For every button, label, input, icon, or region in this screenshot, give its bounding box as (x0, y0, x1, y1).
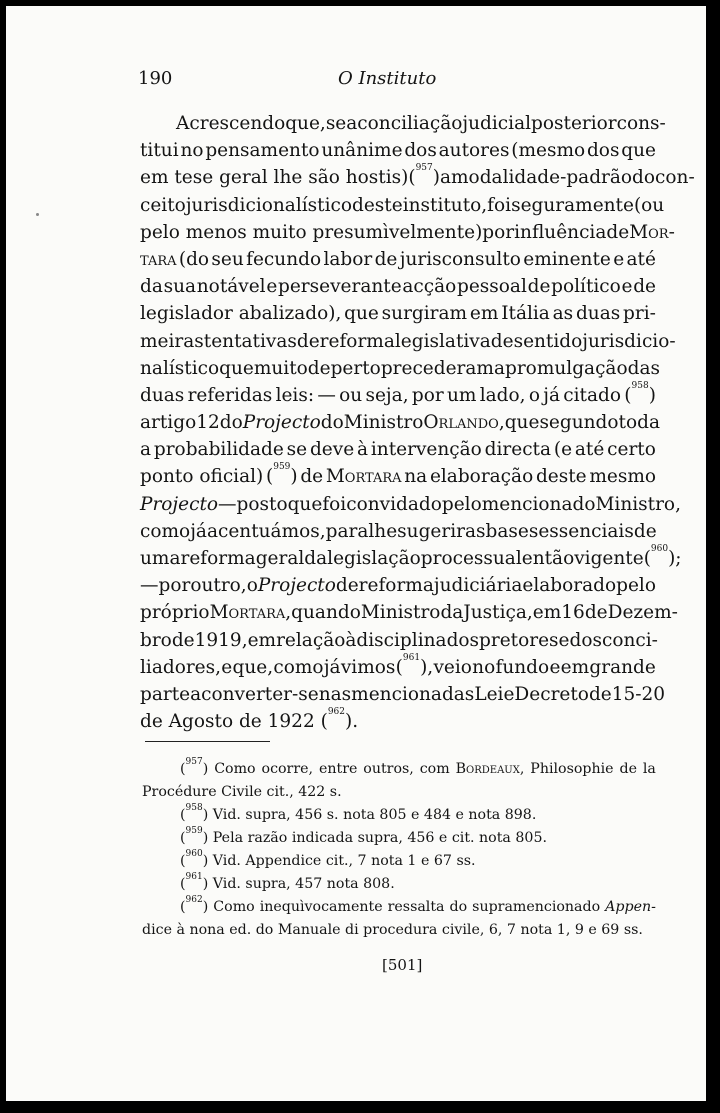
body-line: liadores, e que, como já vimos ($^{961}$), veio no fundo e em grande (140, 652, 656, 678)
scan-speck (36, 213, 39, 216)
body-line: tara (do seu fecundo labor de jurisconsulto eminente e até (140, 248, 656, 270)
body-line: em tese geral lhe são hostis) ($^{957}$) a modalidade-padrão do con- (140, 163, 695, 189)
body-line: ponto oficial) ($^{959}$) de Mortara na elaboração deste mesmo (140, 462, 656, 488)
body-line: parte a converter-se nas mencionadas Lei e Decreto de 15-20 (140, 683, 666, 705)
footnotes (142, 758, 656, 942)
footnote-line: ($^{962}$) Como inequìvocamente ressalta do supramencionado Appen- (180, 895, 656, 915)
page-marker: [501] (382, 956, 423, 974)
body-line: Acrescendo que, se a conciliação judicial posterior cons- (176, 113, 666, 134)
body-line: próprio Mortara, quando Ministro da Justiça, em 16 de Dezem- (140, 602, 678, 624)
body-line: duas referidas leis: — ou seja, por um lado, o já citado ($^{958}$) (140, 380, 656, 406)
body-line: titui no pensamento unânime dos autores (mesmo dos que (140, 140, 656, 162)
body-line: Projecto — posto que foi convidado pelo mencionado Ministro, (140, 493, 681, 515)
footnote-line: Procédure Civile cit., 422 s. (142, 784, 342, 800)
body-line: ceito jurisdicionalístico deste instituto, foi seguramente (ou (140, 194, 665, 216)
footnote-line: ($^{957}$) Como ocorre, entre outros, com Bordeaux, Philosophie de la (180, 757, 656, 777)
running-page-number: 190 (138, 68, 173, 89)
body-line: artigo 12 do Projecto do Ministro Orlando, que segundo toda (140, 412, 660, 434)
footnote-line: ( 961 ) Vid. supra, 457 nota 808. (180, 872, 395, 892)
body-line: — por outro, o Projecto de reforma judiciária elaborado pelo (140, 575, 656, 597)
body-line: meiras tentativas de reforma legislativa de sentido jurisdicio- (140, 330, 676, 352)
body-line: de Agosto de 1922 ( 962 ). (140, 707, 359, 733)
body-line: legislador abalizado), que surgiram em Itália as duas pri- (140, 303, 656, 325)
running-header-title: O Instituto (338, 68, 437, 89)
body-line: nalístico que muito de perto precederam a promulgação das (140, 357, 660, 379)
footnote-line: dice à nona ed. do Manuale di procedura civile, 6, 7 nota 1, 9 e 69 ss. (142, 922, 643, 938)
body-line: a probabilidade se deve à intervenção directa (e até certo (140, 439, 656, 461)
body-line: uma reforma geral da legislação processual então vigente ($^{960}$); (140, 544, 682, 569)
body-line: pelo menos muito presumìvelmente) por influência de Mor- (140, 221, 675, 243)
body-line: como já acentuámos, para lhe sugerir as bases essenciais de (140, 520, 657, 542)
footnote-line: ( 959 ) Pela razão indicada supra, 456 e cit. nota 805. (180, 826, 547, 846)
main-paragraph (140, 110, 695, 735)
footnote-separator (145, 741, 270, 742)
body-line: da sua notável e perseverante acção pessoal de político e de (140, 276, 656, 298)
footnote-line: ( 960 ) Vid. Appendice cit., 7 nota 1 e 67 ss. (180, 849, 476, 869)
footnote-line: ( 958 ) Vid. supra, 456 s. nota 805 e 484 e nota 898. (180, 803, 537, 823)
body-line: bro de 1919, em relação à disciplina dos pretores e dos conci- (140, 629, 658, 651)
